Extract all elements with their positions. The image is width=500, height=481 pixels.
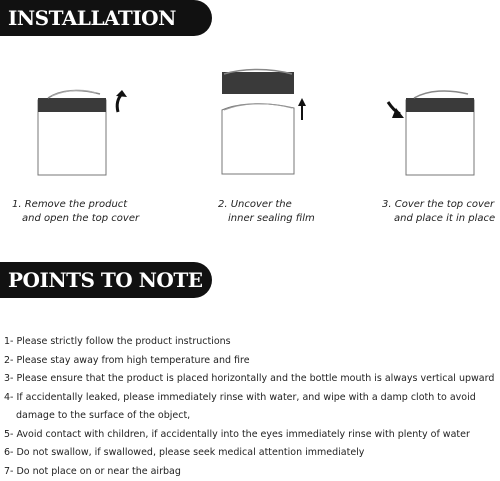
jar-step-3 [378, 80, 488, 180]
note-item: 6- Do not swallow, if swallowed, please seek medical attention immediately [4, 444, 494, 463]
step-1-caption: 1. Remove the product and open the top cover [12, 198, 139, 226]
jar-step-1 [30, 80, 140, 180]
arrow-up-icon [298, 98, 306, 120]
note-item: 7- Do not place on or near the airbag [4, 463, 494, 481]
arrow-curve-down-icon [388, 102, 404, 118]
installation-steps-heading: INSTALLATION STEPS [0, 0, 212, 36]
step-3-caption: 3. Cover the top cover and place it in place [382, 198, 495, 226]
note-item: 3- Please ensure that the product is placed horizontally and the bottle mouth is always vertical upward [4, 370, 494, 389]
step-2-caption: 2. Uncover the inner sealing film [218, 198, 315, 226]
points-to-note-heading: POINTS TO NOTE [0, 262, 212, 298]
note-item: 2- Please stay away from high temperature and fire [4, 352, 494, 371]
note-item: 5- Avoid contact with children, if accidentally into the eyes immediately rinse with plenty of water [4, 426, 494, 445]
arrow-curve-up-icon [116, 90, 127, 112]
notes-list [4, 333, 494, 481]
note-item: 4- If accidentally leaked, please immediately rinse with water, and wipe with a damp cloth to avoid [4, 389, 494, 408]
note-item-continued: damage to the surface of the object, [4, 407, 494, 426]
note-item: 1- Please strictly follow the product instructions [4, 333, 494, 352]
jar-step-2 [210, 68, 320, 178]
